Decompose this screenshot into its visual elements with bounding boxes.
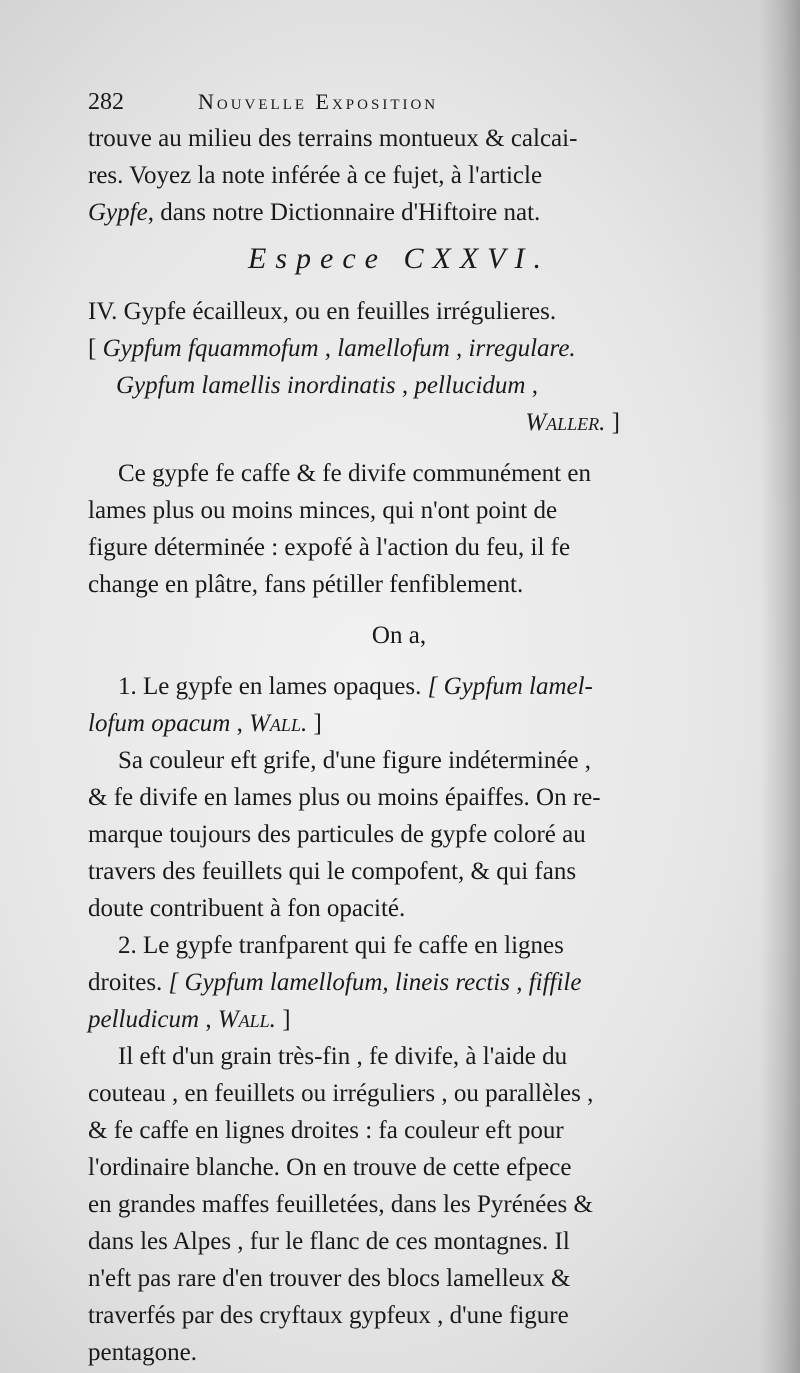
item2-line-1: 2. Le gypfe tranfparent qui fe caffe en lignes xyxy=(118,932,564,959)
item2-text-2: droites. xyxy=(88,969,163,996)
item2-desc-7: n'eft pas rare d'en trouver des blocs lamelleux & xyxy=(88,1265,571,1292)
item2-desc-1: Il eft d'un grain très-fin , fe divife, à l'aide du xyxy=(118,1043,568,1070)
item2-desc-3: & fe caffe en lignes droites : fa couleur eft pour xyxy=(88,1117,564,1144)
item1-desc-4: travers des feuillets qui le compofent, & qui fans xyxy=(88,858,577,885)
item1-desc-1: Sa couleur eft grife, d'une figure indéterminée , xyxy=(118,747,592,774)
item1-desc-5: doute contribuent à fon opacité. xyxy=(88,895,406,922)
latin-line-3 xyxy=(88,404,710,441)
latin-bracket-close: ] xyxy=(611,409,620,436)
latin-line-1 xyxy=(88,330,710,367)
page-text-block xyxy=(88,84,710,1371)
item1-author: Wall. xyxy=(249,710,308,737)
section-title: IV. Gypfe écailleux, ou en feuilles irrégulieres. xyxy=(88,298,557,325)
item2-desc-5: en grandes maffes feuilletées, dans les Pyrénées & xyxy=(88,1191,593,1218)
item2-line-3: pelludicum , Wall. ] xyxy=(88,1006,291,1033)
running-title: Nouvelle Exposition xyxy=(198,89,439,114)
item2-desc-8: traverfés par des cryftaux gypfeux , d'une figure xyxy=(88,1302,569,1329)
latin-bracket-open: [ xyxy=(88,335,97,362)
running-header xyxy=(88,84,710,120)
intro-line-3-rest: , dans notre Dictionnaire d'Hiftoire nat. xyxy=(147,199,541,226)
item2-desc-9: pentagone. xyxy=(88,1339,197,1366)
intro-line-3 xyxy=(88,194,710,231)
item1-line-2: lofum opacum , Wall. ] xyxy=(88,710,322,737)
item2-desc-2: couteau , en feuillets ou irréguliers , ou parallèles , xyxy=(88,1080,594,1107)
item2-line-2 xyxy=(88,964,710,1001)
latin-line-2: Gypfum lamellis inordinatis , pellucidum , xyxy=(116,372,538,399)
on-a-line: On a, xyxy=(371,622,427,649)
item1-desc-3: marque toujours des particules de gypfe coloré au xyxy=(88,821,586,848)
item2-close: ] xyxy=(282,1006,291,1033)
description-line-1: Ce gypfe fe caffe & fe divife communément en xyxy=(118,460,591,487)
item1-text: 1. Le gypfe en lames opaques. xyxy=(118,673,422,700)
latin-name-1: Gypfum fquammofum , lamellofum , irregulare. xyxy=(102,335,576,362)
intro-italic-word: Gypfe xyxy=(88,199,148,226)
item1-latin-2: lofum opacum xyxy=(88,710,231,737)
item2-latin-2: pelludicum xyxy=(88,1006,200,1033)
page-spine-shadow xyxy=(760,0,800,1373)
item1-desc-2: & fe divife en lames plus ou moins épaiffes. On re- xyxy=(88,784,601,811)
description-line-3: figure déterminée : expofé à l'action du feu, il fe xyxy=(88,534,571,561)
item2-desc-6: dans les Alpes , fur le flanc de ces montagnes. Il xyxy=(88,1228,570,1255)
intro-line-2: res. Voyez la note inférée à ce fujet, à l'article xyxy=(88,162,543,189)
page-number: 282 xyxy=(88,89,124,115)
item2-latin-1: [ Gypfum lamellofum, lineis rectis , fiffile xyxy=(168,969,582,996)
item1-close: ] xyxy=(313,710,322,737)
latin-author: Waller. xyxy=(525,409,606,436)
description-line-4: change en plâtre, fans pétiller fenfiblement. xyxy=(88,571,524,598)
item2-desc-4: l'ordinaire blanche. On en trouve de cette efpece xyxy=(88,1154,572,1181)
species-heading: Espece CXXVI. xyxy=(248,242,550,275)
item1-line-1 xyxy=(88,668,710,705)
intro-line-1: trouve au milieu des terrains montueux & calcai- xyxy=(88,125,578,152)
item1-latin: [ Gypfum lamel- xyxy=(427,673,593,700)
item2-author: Wall. xyxy=(217,1006,276,1033)
description-line-2: lames plus ou moins minces, qui n'ont point de xyxy=(88,497,558,524)
